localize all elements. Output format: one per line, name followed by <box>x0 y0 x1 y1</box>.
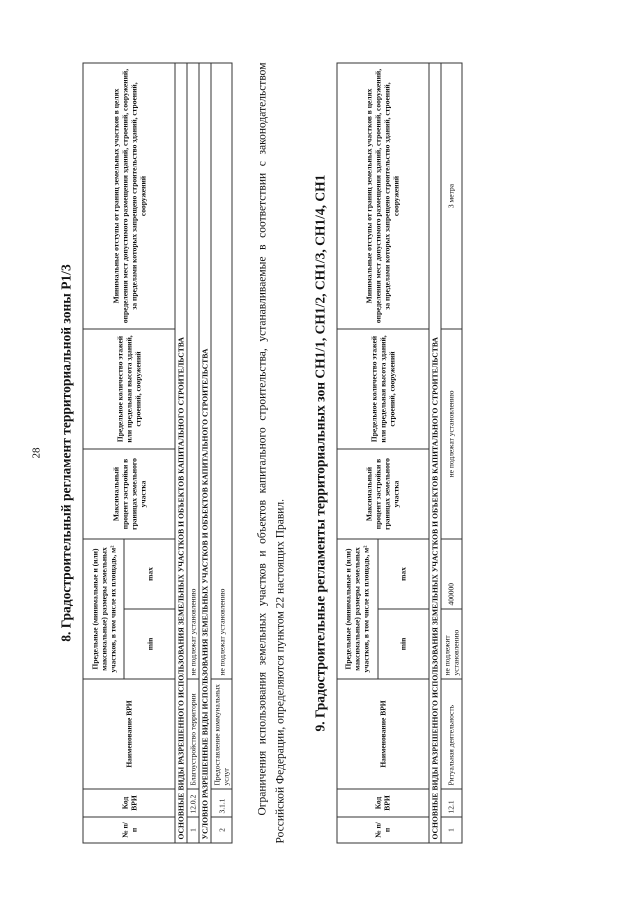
group-main-uses: ОСНОВНЫЕ ВИДЫ РАЗРЕШЕННОГО ИСПОЛЬЗОВАНИЯ ЗЕМЕЛЬНЫХ УЧАСТКОВ И ОБЪЕКТОВ КАПИТАЛЬНОГО СТРОИТЕЛЬСТВА <box>428 63 440 843</box>
cell-value: не подлежат установлению <box>187 63 199 679</box>
cell-middle: не подлежат установлению <box>440 328 461 538</box>
cell-number: 1 <box>440 817 461 843</box>
header-floors: Предельное количество этажей или предельная высота зданий, строений, сооружений <box>83 328 175 448</box>
header-min: min <box>377 609 428 679</box>
table-row <box>211 63 232 843</box>
cell-name: Ритуальная деятельность <box>440 679 461 789</box>
header-name: Наименование ВРИ <box>83 679 175 789</box>
table-row <box>440 63 461 843</box>
cell-number: 2 <box>211 817 232 843</box>
restrictions-paragraph: Ограничения использования земельных участков и объектов капитального строительства, устанавливаемые в соответствии с законодательством Российской Федерации, определяются пунктом 22 настоящих Правил. <box>256 62 286 843</box>
section-8-table <box>82 62 232 843</box>
header-setback: Минимальные отступы от границ земельных участков в целях определения мест допустимого размещения зданий, строений, сооружений, за пределами которых запрещено строительство зданий, строений, сооружений <box>336 63 428 329</box>
header-number: № п/п <box>336 817 428 843</box>
header-code: Код ВРИ <box>336 789 428 817</box>
section-9-table <box>336 62 462 843</box>
header-setback: Минимальные отступы от границ земельных участков в целях определения мест допустимого размещения зданий, строений, сооружений, за пределами которых запрещено строительство зданий, строений, сооружений <box>83 63 175 329</box>
header-size: Предельные (минимальные и (или) максимальные) размеры земельных участков, в том числе их площадь, м² <box>83 538 124 678</box>
header-percent: Максимальный процент застройки в границах земельного участка <box>83 448 175 538</box>
group-main-uses: ОСНОВНЫЕ ВИДЫ РАЗРЕШЕННОГО ИСПОЛЬЗОВАНИЯ ЗЕМЕЛЬНЫХ УЧАСТКОВ И ОБЪЕКТОВ КАПИТАЛЬНОГО СТРОИТЕЛЬСТВА <box>175 63 187 843</box>
cell-code: 12.1 <box>440 789 461 817</box>
page-number: 28 <box>30 447 42 458</box>
section-9-title: 9. Градостроительные регламенты территориальных зон СН1/1, СН1/2, СН1/3, СН1/4, СН1 <box>311 174 327 731</box>
cell-number: 1 <box>187 817 199 843</box>
cell-name: Благоустройство территории <box>187 679 199 789</box>
cell-setback: 3 метра <box>440 63 461 329</box>
header-number: № п/п <box>83 817 175 843</box>
header-floors: Предельное количество этажей или предельная высота зданий, строений, сооружений <box>336 328 428 448</box>
cell-value: не подлежат установлению <box>211 63 232 679</box>
header-percent: Максимальный процент застройки в границах земельного участка <box>336 448 428 538</box>
cell-max: 400000 <box>440 538 461 608</box>
group-conditional-uses: УСЛОВНО РАЗРЕШЕННЫЕ ВИДЫ ИСПОЛЬЗОВАНИЯ ЗЕМЕЛЬНЫХ УЧАСТКОВ И ОБЪЕКТОВ КАПИТАЛЬНОГО СТРОИТЕЛЬСТВА <box>199 63 211 843</box>
header-max: max <box>124 538 175 608</box>
header-name: Наименование ВРИ <box>336 679 428 789</box>
section-8-title: 8. Градостроительный регламент территориальной зоны Р1/3 <box>58 263 73 642</box>
header-size: Предельные (минимальные и (или) максимальные) размеры земельных участков, в том числе их площадь, м² <box>336 538 377 678</box>
cell-name: Предоставление коммунальных услуг <box>211 679 232 789</box>
header-code: Код ВРИ <box>83 789 175 817</box>
table-row <box>187 63 199 843</box>
header-max: max <box>377 538 428 608</box>
cell-code: 3.1.1 <box>211 789 232 817</box>
cell-min: не подлежит установлению <box>440 609 461 679</box>
header-min: min <box>124 609 175 679</box>
cell-code: 12.0.2 <box>187 789 199 817</box>
